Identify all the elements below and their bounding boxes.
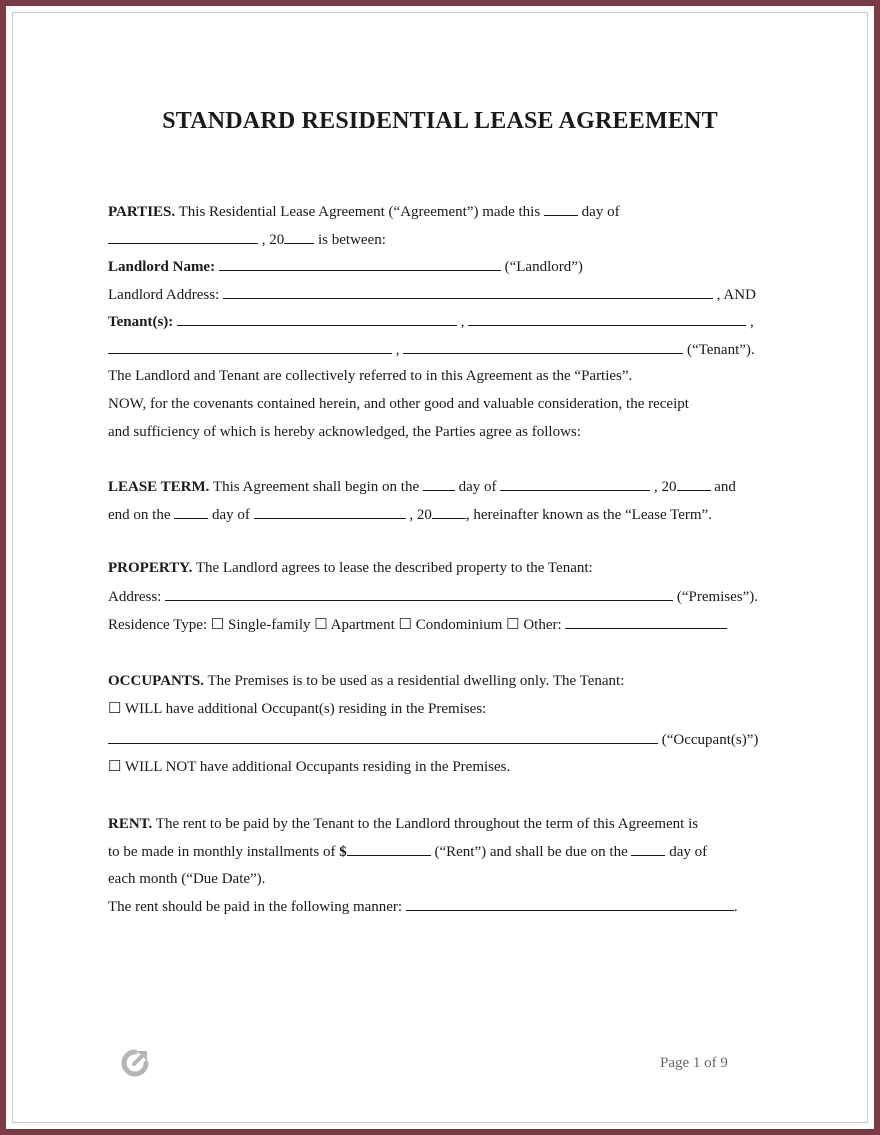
dollar-sign: $ <box>339 844 347 860</box>
parties-heading: PARTIES. <box>108 204 176 220</box>
rent-text: to be made in monthly installments of <box>108 844 340 860</box>
parties-text: is between: <box>314 232 386 248</box>
tenant-3-blank[interactable] <box>108 339 392 354</box>
property-intro: The Landlord agrees to lease the described property to the Tenant: <box>192 560 593 576</box>
page-number: Page 1 of 9 <box>660 1055 728 1071</box>
occupants-suffix: (“Occupant(s)”) <box>658 732 759 748</box>
tenants-line-1 <box>108 311 754 332</box>
parties-line-1 <box>108 201 620 222</box>
property-address-line <box>108 586 758 607</box>
tenant-4-blank[interactable] <box>403 339 683 354</box>
period: . <box>733 899 738 915</box>
rent-text: (“Rent”) and shall be due on the <box>430 844 632 860</box>
property-address-label: Address: <box>108 589 166 605</box>
rent-line-4 <box>108 896 738 917</box>
start-day-blank[interactable] <box>423 476 455 491</box>
comma: , <box>457 314 465 330</box>
lease-term-text: day of <box>454 479 501 495</box>
occupants-will-checkbox[interactable]: ☐ WILL have additional Occupant(s) residing in the Premises: <box>108 701 487 717</box>
tenant-1-blank[interactable] <box>177 311 457 326</box>
tenant-2-blank[interactable] <box>468 311 746 326</box>
rent-heading: RENT. <box>108 816 153 832</box>
tenants-line-2 <box>108 339 755 360</box>
parties-now-2: and sufficiency of which is hereby acknowledged, the Parties agree as follows: <box>108 424 581 440</box>
lease-term-line-2 <box>108 504 712 525</box>
refresh-arrow-logo-icon <box>120 1048 150 1078</box>
landlord-address-suffix: , AND <box>712 287 756 303</box>
landlord-name-line <box>108 256 583 277</box>
document-title: STANDARD RESIDENTIAL LEASE AGREEMENT <box>162 108 718 134</box>
comma: , <box>392 342 400 358</box>
parties-line-2 <box>108 229 386 250</box>
lease-term-text: day of <box>208 507 254 523</box>
rent-amount-blank[interactable] <box>347 841 431 856</box>
landlord-name-blank[interactable] <box>219 256 501 271</box>
rent-text: day of <box>665 844 708 860</box>
rent-line-2 <box>108 841 707 862</box>
occupants-line-1 <box>108 671 624 691</box>
property-heading: PROPERTY. <box>108 560 193 576</box>
property-line-1 <box>108 558 593 578</box>
occupants-will-not-checkbox[interactable]: ☐ WILL NOT have additional Occupants residing in the Premises. <box>108 759 511 775</box>
end-day-blank[interactable] <box>174 504 208 519</box>
occupants-names-line <box>108 729 758 750</box>
parties-now-1: NOW, for the covenants contained herein, and other good and valuable consideration, the receipt <box>108 396 689 412</box>
lease-term-text: and <box>710 479 736 495</box>
rent-text: The rent to be paid by the Tenant to the Landlord throughout the term of this Agreement is <box>152 816 699 832</box>
end-year-blank[interactable] <box>432 504 466 519</box>
parties-text: , 20 <box>258 232 285 248</box>
comma: , <box>746 314 754 330</box>
tenants-label: Tenant(s): <box>108 314 174 330</box>
residence-type-line <box>108 614 727 635</box>
occupants-names-blank[interactable] <box>108 729 658 744</box>
rent-line-1 <box>108 814 698 834</box>
lease-term-line-1 <box>108 476 736 497</box>
property-address-blank[interactable] <box>165 586 673 601</box>
month-blank[interactable] <box>108 229 258 244</box>
tenant-suffix: (“Tenant”). <box>683 342 755 358</box>
parties-collective: The Landlord and Tenant are collectively referred to in this Agreement as the “Parties”. <box>108 368 633 384</box>
parties-text: day of <box>577 204 620 220</box>
day-blank[interactable] <box>544 201 578 216</box>
premises-suffix: (“Premises”). <box>673 589 759 605</box>
lease-term-text: , 20 <box>405 507 432 523</box>
lease-term-text: This Agreement shall begin on the <box>209 479 423 495</box>
year-blank[interactable] <box>284 229 314 244</box>
residence-other-blank[interactable] <box>565 614 727 629</box>
landlord-address-label: Landlord Address: <box>108 287 220 303</box>
start-year-blank[interactable] <box>677 476 711 491</box>
landlord-address-blank[interactable] <box>223 284 713 299</box>
residence-type-options[interactable]: Residence Type: ☐ Single-family ☐ Apartment ☐ Condominium ☐ Other: <box>108 617 566 633</box>
lease-term-text: end on the <box>108 507 175 523</box>
parties-text: This Residential Lease Agreement (“Agreement”) made this <box>175 204 544 220</box>
occupants-intro: The Premises is to be used as a residential dwelling only. The Tenant: <box>203 673 625 689</box>
rent-text: The rent should be paid in the following manner: <box>108 899 406 915</box>
occupants-heading: OCCUPANTS. <box>108 673 204 689</box>
landlord-name-label: Landlord Name: <box>108 259 216 275</box>
landlord-suffix: (“Landlord”) <box>500 259 583 275</box>
payment-manner-blank[interactable] <box>406 896 734 911</box>
lease-term-text: , hereinafter known as the “Lease Term”. <box>465 507 712 523</box>
landlord-address-line <box>108 284 756 305</box>
due-day-blank[interactable] <box>631 841 665 856</box>
end-month-blank[interactable] <box>254 504 406 519</box>
lease-term-heading: LEASE TERM. <box>108 479 210 495</box>
start-month-blank[interactable] <box>500 476 650 491</box>
lease-term-text: , 20 <box>650 479 677 495</box>
rent-line-3: each month (“Due Date”). <box>108 871 266 887</box>
